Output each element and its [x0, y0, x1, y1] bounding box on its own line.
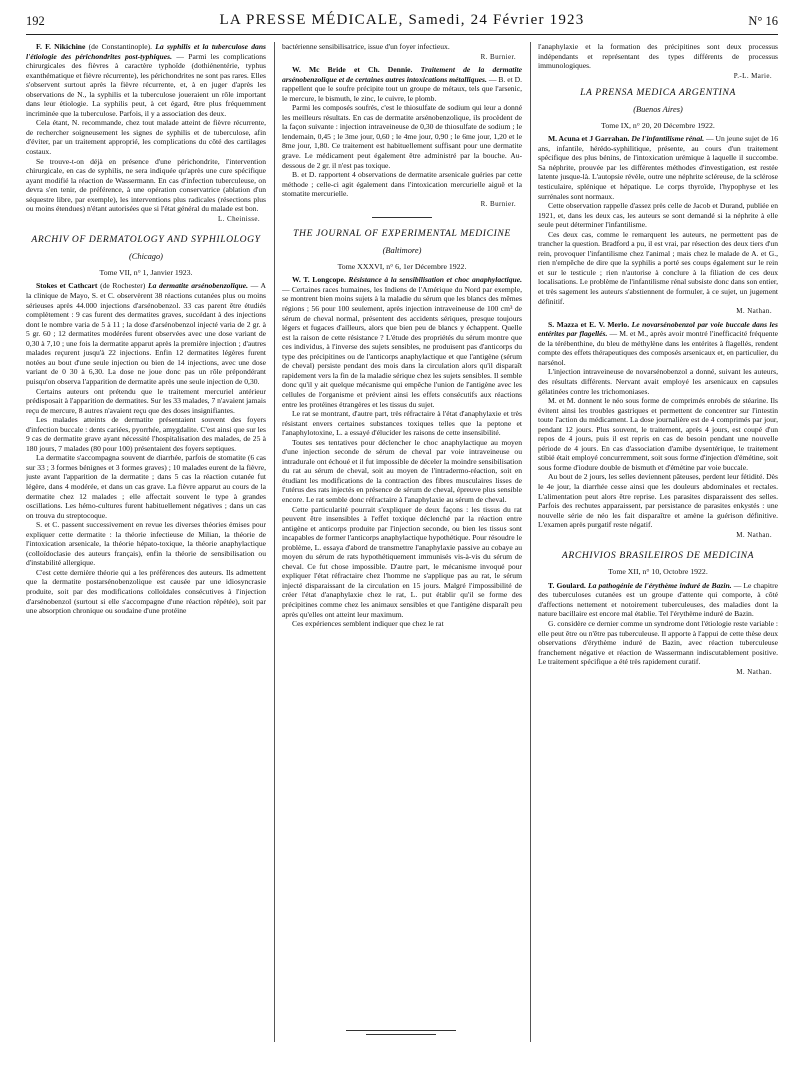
paragraph: l'anaphylaxie et la formation des précipitines sont deux processus indépendants et représentant des types différents de processus immunologiques. — [538, 42, 778, 71]
abstract-acuna-garrahan: M. Acuna et J Garrahan. De l'infantilisme rénal. — Un jeune sujet de 16 ans, infantile, hérédo-syphilitique, présente, au cours d'un traitement spécifique des plus bénins, de l'intoxication urémique à laquelle il succombe. Sa néphrite, prouvée par les différentes méthodes d'investigation, est restée latente jusque-là. L'autopsie révèle, outre une néphrite scléreuse, de la sclérose testiculaire, splénique et hépatique. Le corps thyroïde, l'hypophyse et les surrénales sont normaux. — [538, 134, 778, 201]
newspaper-page — [26, 10, 778, 1070]
paragraph: L'injection intraveineuse de novarsénobenzol a donné, suivant les auteurs, des résultats différents. Nervant avait employé les arsenicaux en capsules gélatinées contre les trichomoniases. — [538, 367, 778, 396]
journal-title: LA PRESSE MÉDICALE, Samedi, 24 Février 1923 — [219, 12, 585, 28]
paragraph: Les malades atteints de dermatite présentaient souvent des foyers d'infection buccale : dents cariées, pyorrhée, amygdalite. C'est ainsi que sur les 9 cas de dermatite grave ayant nécessité l'hospitalisation des malades, de 25 à 180 jours, 7 malades (80 pour 100) présentaient des foyers septiques. — [26, 415, 266, 453]
signature: R. Burnier. — [480, 52, 516, 61]
signature: M. Nathan. — [736, 530, 772, 539]
paragraph: Au bout de 2 jours, les selles deviennent pâteuses, perdent leur fétidité. Dès le 4e jour, la diarrhée cesse ainsi que les douleurs abdominales et rectales. L'alimentation peut alors être reprise. Les parasites disparaissent des selles. Parfois des rechutes apparaissent, par persistance de parasites enkystés : une nouvelle série de néo les fait disparaître et amène la guérison définitive. L'examen après purgatif reste négatif. — [538, 472, 778, 530]
paragraph: Ces expériences semblent indiquer que chez le rat — [292, 619, 444, 629]
column-3 — [538, 42, 778, 1047]
page-header — [26, 10, 778, 35]
journal-volume: Tome XII, n° 10, Octobre 1922. — [608, 567, 708, 577]
footer-rule — [346, 1030, 456, 1031]
journal-heading: ARCHIVIOS BRASILEIROS DE MEDICINA — [561, 550, 755, 562]
signature: P.-L. Marie. — [733, 71, 772, 80]
journal-volume: Tome XXXVI, n° 6, 1er Décembre 1922. — [337, 261, 467, 271]
abstract-nikichine: F. F. Nikichine (de Constantinople). La syphilis et la tuberculose dans l'étiologie des périchondrites post-typhiques. — Parmi les complications chirurgicales des fièvres à caractère typhoïde (dothiénentérie, typhus exanthématique et fièvre récurrente), les périchondrites ne sont pas rares. Elles s'observent surtout après la fièvre récurrente, et, à en juger d'après les observations de N., la syphilis et la tuberculose joueraient un rôle important dans leur étiologie. La syphilis peut, à cet égard, être plus fréquemment incriminée que la tuberculose. Parfois, il y a association des deux. — [26, 42, 266, 118]
paragraph: M. et M. donnent le néo sous forme de comprimés enrobés de stéarine. Ils évitent ainsi les troubles gastriques et permettent de concentrer sur l'intestin toute l'action du médicament. La dose journalière est de 4 comprimés par jour, pendant 12 jours. Plus souvent, le traitement, après 4 jours, est coupé d'un repos de 4 jours, puis il est repris en cas de besoin pendant une nouvelle période de 4 jours. En cas d'association d'amibe dysentérique, le traitement stibié était employé concurremment, soit sous forme d'injection d'émétine, soit sous forme d'iodure double de bismuth et d'émétine par voie buccale. — [538, 396, 778, 472]
signature: R. Burnier. — [480, 199, 516, 208]
journal-place: (Buenos Aires) — [633, 105, 683, 115]
journal-volume: Tome IX, n° 20, 20 Décembre 1922. — [601, 120, 715, 130]
signature: M. Nathan. — [736, 307, 772, 316]
paragraph: Cela étant, N. recommande, chez tout malade atteint de fièvre récurrente, de rechercher soigneusement les signes de syphilis et de tuberculose, afin d'éviter, par un traitement approprié, les complications du côté des cartilages costaux. — [26, 118, 266, 157]
paragraph: Toutes ses tentatives pour déclencher le choc anaphylactique au moyen d'une injection seconde de sérum de cheval par voie intraveineuse ou intradurale ont échoué et il fut impossible de déceler la moindre sensibilisation du rat au sérum de cheval, soit au moyen de l'intradermo-réaction, soit en étudiant les modifications de la contraction des fibres musculaires lisses de l'utérus des rats injectés en présence de sérum de cheval, épreuve plus sensible encore. Le rat semble donc réfractaire à l'anaphylaxie au sérum de cheval. — [282, 437, 522, 504]
page-number: 192 — [26, 14, 45, 28]
paragraph: Parmi les composés soufrés, c'est le thiosulfate de sodium qui leur a donné les meilleurs résultats. En cas de dermatite arsénobenzolique, ils procèdent de la façon suivante : injection intraveineuse de 0,30 de thiosulfate de sodium ; le lendemain, 0,45 ; le 3me jour, 0,60 ; le 4me jour, 0,90 ; le 6me jour, 1,20 et le 8me jour, 1,80. Ce traitement est habituellement suffisant pour une dermatite grave. Le médicament peut également être administré par la bouche. Au-dessous de 2 gr. il n'est pas toxique. — [282, 103, 522, 170]
journal-place: (Baltimore) — [382, 246, 422, 256]
journal-heading: ARCHIV OF DERMATOLOGY AND SYPHILOLOGY — [31, 234, 261, 246]
paragraph: Se trouve-t-on déjà en présence d'une périchondrite, l'intervention chirurgicale, en cas de syphilis, ne sera indiquée qu'après une cure spécifique ayant modifié la réaction de Wassermann. En cas d'infection tuberculeuse, on devra s'en tenir, de préférence, à une opération conservatrice (ablation d'un séquestre libre, par exemple), les interventions plus radicales (résections plus ou moins étendues) n'étant autorisées que si l'état général du malade est bon. — [26, 156, 266, 214]
paragraph: Ces deux cas, comme le remarquent les auteurs, ne permettent pas de trancher la question. Bradford a pu, il est vrai, par résection des deux tiers d'un rein, provoquer l'infantilisme chez l'animal ; mais chez le malade de A. et G., rien n'empêche de dire que la syphilis a porté ses coups également sur le rein et sur le testicule ; rien n'autorise à conclure à la filiation de ces deux localisations. Le problème de l'infantilisme rénal subsiste donc dans son entier, et très sagement les auteurs s'abstiennent de formuler, à ce sujet, un jugement définitif. — [538, 229, 778, 306]
column-divider — [530, 42, 531, 1042]
abstract-goulard: T. Goulard. La pathogénie de l'érythème induré de Bazin. — Le chapitre des tuberculoses cutanées est un groupe d'attente qui comporte, à côté d'affections nettement et notoirement tuberculeuses, des maladies dont la nature bacillaire est encore mal établie. Tel l'érythème induré de Bazin. — [538, 580, 778, 619]
journal-volume: Tome VII, n° 1, Janvier 1923. — [99, 267, 193, 277]
abstract-stokes-cathcart: Stokes et Cathcart (de Rochester) La dermatite arsénobenzolique. — A la clinique de Mayo, S. et C. observèrent 38 réactions cutanées plus ou moins sérieuses après 44.000 injections d'arsénobenzol. 33 cas parent être étudiés complètement : 9 cas furent des dermatites graves, succédant à des injections dont le nombre varia de 5 à 11 ; la dose d'arsénobenzol injecté varia de 2 gr. à 5 gr. 60 ; 12 dermatites modérées furent observées avec une dose variant de 0,30 à 7,10 ; une fois la dermatite apparut après la première injection ; d'autres malades reçurent jusqu'à 22 injections. Enfin 12 dermatites légères furent notées au bout d'une seule injection ou bien de 14 injections, avec une dose variant de 0 30 à 6,30. La dose ne joue donc pas un rôle prépondérant puisqu'on observa l'apparition de dermatite après une seule injection de 0,30. — [26, 281, 266, 386]
paragraph: Certains auteurs ont prétendu que le traitement mercuriel antérieur prédisposait à l'apparition de dermatites. Sur les 33 malades, 7 n'avaient jamais reçu de mercure, 8 autres n'avaient reçu que des doses insignifiantes. — [26, 386, 266, 415]
footer-rule — [366, 1034, 436, 1035]
paragraph: bactérienne sensibilisatrice, issue d'un foyer infectieux. — [282, 42, 450, 51]
issue-number: N° 16 — [748, 14, 778, 28]
abstract-mcbride-dennie: W. Mc Bride et Ch. Dennie. Traitement de la dermatite arsénobenzolique et de certaines autres intoxications métalliques. — B. et D. rappellent que le soufre précipite tout un groupe de métaux, tels que l'arsenic, le mercure, le bismuth, le zinc, le cuivre, le plomb. — [282, 65, 522, 103]
paragraph: C'est cette dernière théorie qui a les préférences des auteurs. Ils admettent que la dermatite postarsénobenzolique est causée par une idiosyncrasie produite, soit par des modifications colloïdales consécutives à l'injection d'arsénobenzol (surtout si elle s'accompagne d'une réaction répétée), soit par une absorption chronique ou soudaine d'une protéine — [26, 567, 266, 616]
paragraph: S. et C. passent successivement en revue les diverses théories émises pour expliquer cette dermatite : la théorie infectieuse de Milian, la théorie de l'intoxication arsenicale, la théorie hépato-toxique, la théorie anaphylactique (colloïdoclasie des auteurs français), enfin la théorie de sensibilisation ou d'instabilité allergique. — [26, 520, 266, 568]
signature: L. Cheinisse. — [218, 214, 260, 223]
journal-heading: THE JOURNAL OF EXPERIMENTAL MEDICINE — [293, 228, 511, 240]
journal-place: (Chicago) — [129, 252, 163, 262]
column-1 — [26, 42, 266, 1047]
separator-rule — [372, 217, 432, 218]
abstract-longcope: W. T. Longcope. Résistance à la sensibilisation et choc anaphylactique. — Certaines races humaines, les Indiens de l'Amérique du Nord par exemple, se montrent bien moins sujets à la maladie du sérum que les blancs des mêmes régions ; 56 pour 100 seulement, après injection intraveineuse de 100 cm³ de sérum de cheval normal, présentent des accidents sériques, presque toujours légers et fugaces d'ailleurs, alors que bien peu de blancs y échappent. Quelle est la raison de cette résistance ? L'étude des propriétés du sérum montre que ces individus, à l'inverse des sujets sensibles, ne produisent pas d'anticorps du type des précipitines ou de l'anticorps anaphylactique et que l'antigène (sérum de cheval) persiste pendant des mois dans la circulation alors qu'il disparaît rapidement vers la fin de la maladie sérique chez les sujets sensibles. Il semble donc qu'il y ait quelque mécanisme qui empêche l'union de l'antigène avec les cellules de l'organisme et prévient ainsi les effets consécutifs aux réactions entre les protéines étrangères et les tissus du sujet. — [282, 275, 522, 409]
abstract-mazza-merlo: S. Mazza et E. V. Merlo. Le novarsénobenzol par voie buccale dans les entérites par flagellés. — M. et M., après avoir montré l'inefficacité fréquente de la térébenthine, du bleu de méthylène dans les entérites à flagellés, rendent compte des effets thérapeutiques des composés arsenicaux et, en particulier, du narsénol. — [538, 319, 778, 367]
signature: M. Nathan. — [736, 667, 772, 676]
paragraph: La dermatite s'accompagna souvent de diarrhée, parfois de stomatite (6 cas sur 33 ; 3 formes bénignes et 3 formes graves) ; 10 malades eurent de la fièvre, juste avant l'apparition de la dermatite ; dans 5 cas la réaction cutanée fut légère, dans 4 modérée, et dans un cas grave. La fièvre apparut au cours de la dermatite chez 12 malades ; elle affectait souvent le type à grandes oscillations. Les hémo-cultures furent habituellement négatives ; dans un cas on trouva du streptocoque. — [26, 453, 266, 520]
paragraph: B. et D. rapportent 4 observations de dermatite arsenicale guéries par cette méthode ; celle-ci agit également dans l'intoxication mercurielle aiguë et la stomatite mercurielle. — [282, 170, 522, 199]
column-2 — [282, 42, 522, 1047]
paragraph: G. considère ce dernier comme un syndrome dont l'étiologie reste variable : elle peut être ou n'être pas tuberculeuse. Il apporte à l'appui de cette thèse deux observations d'érythème induré de Bazin, avec réaction tuberculeuse franchement négative et réaction de Wassermann indiscutablement positive. Le traitement spécifique a été très rapidement curatif. — [538, 618, 778, 667]
paragraph: Le rat se montrant, d'autre part, très réfractaire à l'état d'anaphylaxie et très résistant envers certaines substances toxiques telles que la peptone et l'anaphylotoxine, L. a essayé d'élucider les raisons de cette insensibilité. — [282, 409, 522, 438]
article-columns — [26, 42, 778, 1052]
paragraph: Cette observation rappelle d'assez près celle de Jacob et Durand, publiée en 1921, et, dans les deux cas, les auteurs se sont demandé si la néphrite à elle seule peut déterminer l'infantilisme. — [538, 201, 778, 230]
journal-heading: LA PRENSA MEDICA ARGENTINA — [580, 87, 736, 99]
paragraph: Cette particularité pourrait s'expliquer de deux façons : les tissus du rat peuvent être insensibles à l'effet toxique déclenché par la réaction entre antigène et anticorps produite par l'injection seconde, ou bien les tissus sont incapables de former l'anticorps anaphylactique hypothétique. Pour résoudre le problème, L. essaya d'abord de transmettre l'anaphylaxie passive au cobaye au moyen du sérum de rats hypothétiquement immunisés vis-à-vis du sérum de cheval. Ce fut chose impossible. D'autre part, le mécanisme invoqué pour expliquer l'état réfractaire chez l'homme ne s'applique pas au rat, le sérum injecté disparaissant de la circulation en 15 jours. Malgré l'impossibilité de créer l'état d'anaphylaxie chez le rat, L. put établir qu'il se forme des précipitines comme chez les animaux sensibles et que l'antigène disparaît peu après qu'elles ont atteint leur maximum. — [282, 504, 522, 619]
column-divider — [274, 42, 275, 1042]
